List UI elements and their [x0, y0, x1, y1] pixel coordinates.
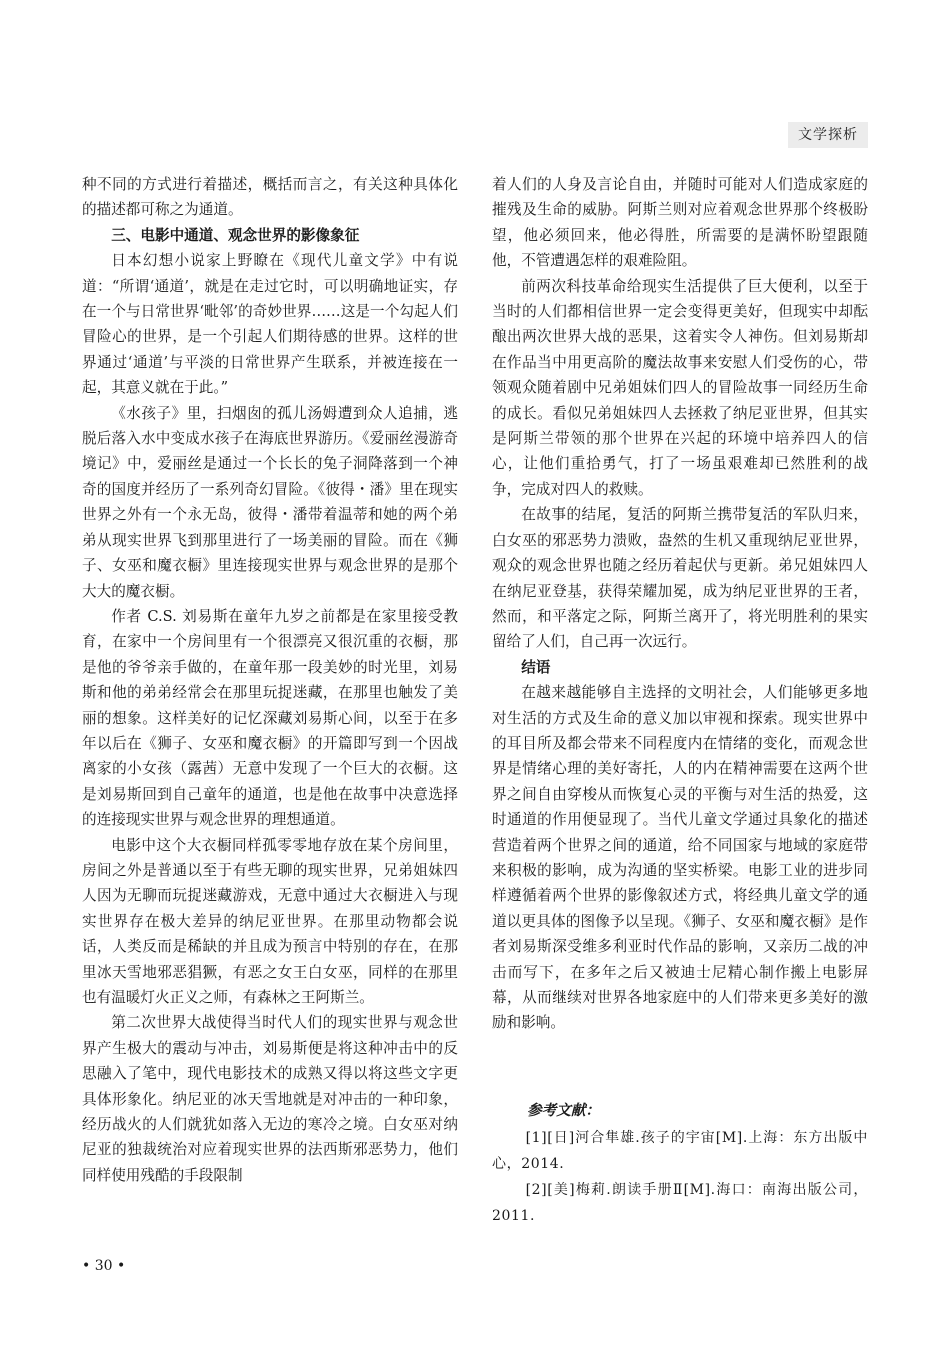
paragraph: 《水孩子》里，扫烟囱的孤儿汤姆遭到众人追捕，逃脱后落入水中变成水孩子在海底世界游历。《爱丽丝漫游奇境记》中，爱丽丝是通过一个长长的兔子洞降落到一个神奇的国度并经历了一系列奇幻冒险。《彼得・潘》里在现实世界之外有一个永无岛，彼得・潘带着温蒂和她的两个弟弟从现实世界飞到那里进行了一场美丽的冒险。而在《狮子、女巫和魔衣橱》里连接现实世界与观念世界的是那个大大的魔衣橱。 [82, 404, 458, 600]
paragraph: 种不同的方式进行着描述，概括而言之，有关这种具体化的描述都可称之为通道。 [82, 176, 458, 219]
paragraph: 前两次科技革命给现实生活提供了巨大便利，以至于当时的人们都相信世界一定会变得更美好，但现实中却酝酿出两次世界大战的恶果，这着实令人神伤。但刘易斯却在作品当中用更高阶的魔法故事来安慰人们受伤的心，带领观众随着剧中兄弟姐妹们四人的冒险故事一同经历生命的成长。看似兄弟姐妹四人去拯救了纳尼亚世界，但其实是阿斯兰带领的那个世界在兴起的环境中培养四人的信心，让他们重拾勇气，打了一场虽艰难却已然胜利的战争，完成对四人的救赎。 [492, 277, 868, 498]
section-heading: 结语 [521, 658, 551, 676]
references [492, 1098, 868, 1229]
reference-item: [1][日]河合隼雄.孩子的宇宙[M].上海：东方出版中心，2014. [492, 1130, 868, 1172]
paragraph: 作者 C.S. 刘易斯在童年九岁之前都是在家里接受教育，在家中一个房间里有一个很漂亮又很沉重的衣橱，那是他的爷爷亲手做的，在童年那一段美妙的时光里，刘易斯和他的弟弟经常会在那里玩捉迷藏，在那里也触发了美丽的想象。这样美好的记忆深藏刘易斯心间，以至于在多年以后在《狮子、女巫和魔衣橱》的开篇即写到一个因战离家的小女孩（露茜）无意中发现了一个巨大的衣橱。这是刘易斯回到自己童年的通道，也是他在故事中决意选择的连接现实世界与观念世界的理想通道。 [82, 607, 458, 829]
page-number: • 30 • [82, 1258, 126, 1274]
references-title: 参考文献： [527, 1102, 601, 1119]
paragraph: 在越来越能够自主选择的文明社会，人们能够更多地对生活的方式及生命的意义加以审视和探索。现实世界中的耳目所及都会带来不同程度内在情绪的变化，而观念世界是情绪心理的美好寄托，人的内在精神需要在这两个世界之间自由穿梭从而恢复心灵的平衡与对生活的热爱，这时通道的作用便显现了。当代儿童文学通过具象化的描述营造着两个世界之间的通道，给不同国家与地域的家庭带来积极的影响，成为沟通的坚实桥梁。电影工业的进步同样遵循着两个世界的影像叙述方式，将经典儿童文学的通道以更具体的图像予以呈现。《狮子、女巫和魔衣橱》是作者刘易斯深受维多利亚时代作品的影响，又亲历二战的冲击而写下，在多年之后又被迪士尼精心制作搬上电影屏幕，从而继续对世界各地家庭中的人们带来更多美好的激励和影响。 [492, 684, 868, 1032]
paragraph: 着人们的人身及言论自由，并随时可能对人们造成家庭的摧残及生命的威胁。阿斯兰则对应着观念世界那个终极盼望，他必须回来，他必得胜，所需要的是满怀盼望跟随他，不管遭遇怎样的艰难险阻。 [492, 176, 868, 270]
paragraph: 电影中这个大衣橱同样孤零零地存放在某个房间里，房间之外是普通以至于有些无聊的现实世界，兄弟姐妹四人因为无聊而玩捉迷藏游戏，无意中通过大衣橱进入与现实世界存在极大差异的纳尼亚世界。在那里动物都会说话，人类反而是稀缺的并且成为预言中特别的存在，在那里冰天雪地邪恶猖獗，有恶之女王白女巫，同样的在那里也有温暖灯火正义之师，有森林之王阿斯兰。 [82, 836, 458, 1006]
reference-item: [2][美]梅莉.朗读手册Ⅱ[M].海口：南海出版公司，2011. [492, 1182, 868, 1224]
section-heading: 三、电影中通道、观念世界的影像象征 [111, 226, 360, 244]
right-column [492, 172, 868, 1036]
paragraph: 在故事的结尾，复活的阿斯兰携带复活的军队归来，白女巫的邪恶势力溃败，盎然的生机又重现纳尼亚世界，观众的观念世界也随之经历着起伏与更新。弟兄姐妹四人在纳尼亚登基，获得荣耀加冕，成为纳尼亚世界的王者，然而，和平落定之际，阿斯兰离开了，将光明胜利的果实留给了人们，自己再一次远行。 [492, 506, 868, 651]
section-tag: 文学探析 [788, 122, 868, 148]
paragraph: 第二次世界大战使得当时代人们的现实世界与观念世界产生极大的震动与冲击，刘易斯便是将这种冲击中的反思融入了笔中，现代电影技术的成熟又得以将这些文字更具体形象化。纳尼亚的冰天雪地就是对冲击的一种印象，经历战火的人们就犹如落入无边的寒冷之境。白女巫对纳尼亚的独裁统治对应着现实世界的法西斯邪恶势力，他们同样使用残酷的手段限制 [82, 1014, 458, 1184]
paragraph: 日本幻想小说家上野瞭在《现代儿童文学》中有说道：“所谓‘通道’，就是在走过它时，可以明确地证实，存在一个与日常世界‘毗邻’的奇妙世界……这是一个勾起人们冒险心的世界，是一个引起人们期待感的世界。这样的世界通过‘通道’与平淡的日常世界产生联系，并被连接在一起，其意义就在于此。” [82, 252, 458, 397]
left-column [82, 172, 458, 1188]
